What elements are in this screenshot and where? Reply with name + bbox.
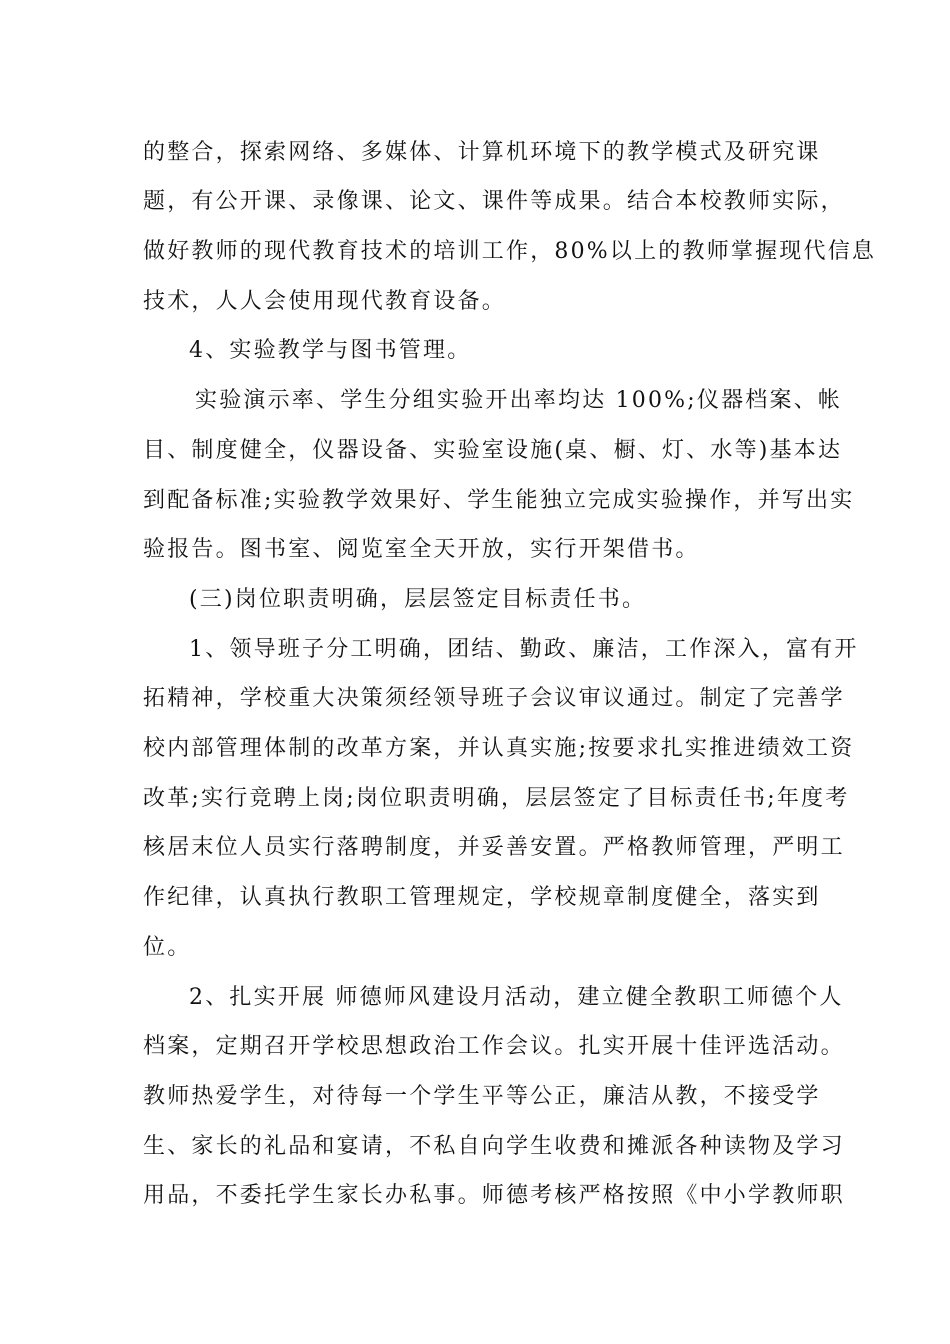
body-text-line: 目、制度健全，仪器设备、实验室设施(桌、橱、灯、水等)基本达 <box>143 438 843 463</box>
body-text-line: 档案，定期召开学校思想政治工作会议。扎实开展十佳评选活动。 <box>143 1034 845 1059</box>
section-heading: 4、实验教学与图书管理。 <box>189 338 472 363</box>
body-text-line: 教师热爱学生，对待每一个学生平等公正，廉洁从教，不接受学 <box>143 1084 821 1109</box>
body-text-line: 实验演示率、学生分组实验开出率均达 100%;仪器档案、帐 <box>195 388 843 413</box>
body-text-line: 用品，不委托学生家长办私事。师德考核严格按照《中小学教师职 <box>143 1183 845 1208</box>
body-text-line: 拓精神，学校重大决策须经领导班子会议审议通过。制定了完善学 <box>143 686 845 711</box>
section-heading: (三)岗位职责明确，层层签定目标责任书。 <box>189 587 647 612</box>
body-text-line: 到配备标准;实验教学效果好、学生能独立完成实验操作，并写出实 <box>143 488 855 513</box>
body-text-line: 作纪律，认真执行教职工管理规定，学校规章制度健全，落实到 <box>143 885 821 910</box>
body-text-line: 改革;实行竞聘上岗;岗位职责明确，层层签定了目标责任书;年度考 <box>143 786 850 811</box>
body-text-line: 题，有公开课、录像课、论文、课件等成果。结合本校教师实际， <box>143 189 845 214</box>
body-text-line: 生、家长的礼品和宴请，不私自向学生收费和摊派各种读物及学习 <box>143 1134 845 1159</box>
body-text-line: 核居末位人员实行落聘制度，并妥善安置。严格教师管理，严明工 <box>143 835 845 860</box>
body-text-line: 校内部管理体制的改革方案，并认真实施;按要求扎实推进绩效工资 <box>143 736 855 761</box>
body-text-line: 做好教师的现代教育技术的培训工作，80%以上的教师掌握现代信息 <box>143 239 877 264</box>
body-text-line: 位。 <box>143 935 192 960</box>
body-text-line: 技术，人人会使用现代教育设备。 <box>143 289 507 314</box>
body-text-line: 1、领导班子分工明确，团结、勤政、廉洁，工作深入，富有开 <box>189 637 859 662</box>
body-text-line: 验报告。图书室、阅览室全天开放，实行开架借书。 <box>143 537 700 562</box>
body-text-line: 的整合，探索网络、多媒体、计算机环境下的教学模式及研究课 <box>143 140 821 165</box>
body-text-line: 2、扎实开展 师德师风建设月活动，建立健全教职工师德个人 <box>189 985 844 1010</box>
